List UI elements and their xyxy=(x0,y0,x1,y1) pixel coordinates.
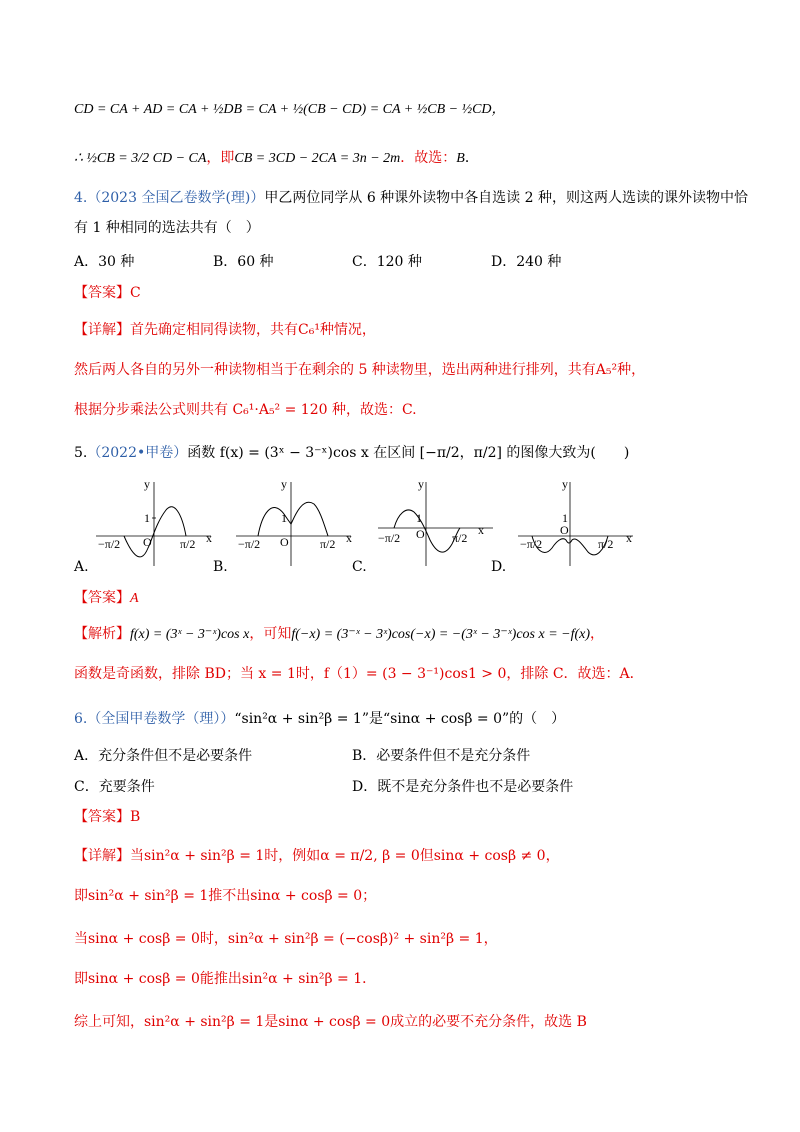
q5-analysis-2: 函数是奇函数，排除 BD；当 x = 1时，f（1）= (3 − 3⁻¹)cos1 > 0，排除 C．故选：A． xyxy=(74,666,644,682)
q3-conclusion-end: ． xyxy=(464,150,479,166)
tick-1-label: 1 xyxy=(281,511,287,525)
q5-stem xyxy=(74,443,629,463)
q6-detail-3: 当sinα + cosβ = 0时，sin²α + sin²β = (−cosβ)² + sin²β = 1， xyxy=(74,931,498,947)
q4-number: 4. xyxy=(74,190,88,206)
q4-source: （2023 全国乙卷数学(理)） xyxy=(87,190,265,206)
q4-answer-tag: 【答案】 xyxy=(74,285,130,301)
q4-stem-line2: 有 1 种相同的选法共有（ ） xyxy=(74,220,260,236)
q5-graph-d-svg xyxy=(518,478,638,568)
q3-conclusion-ji: ，即 xyxy=(206,150,235,166)
q4-stem-text1: 甲乙两位同学从 6 种课外读物中各自选读 2 种，则这两人选读的课外读物中恰 xyxy=(264,190,748,206)
q4-option-c: C．120 种 xyxy=(352,254,422,270)
origin-label: O xyxy=(143,535,152,549)
q6-option-a: A．充分条件但不是必要条件 xyxy=(74,748,253,764)
axis-y-label: y xyxy=(562,477,568,491)
tick-pos-label: π/2 xyxy=(598,537,614,551)
q4-answer-value: C xyxy=(130,285,141,301)
q6-stem-text: “sin²α + sin²β = 1”是“sinα + cosβ = 0”的（ ） xyxy=(234,711,566,727)
q5-option-d-label: D. xyxy=(491,559,507,575)
q4-stem-line1 xyxy=(74,188,748,208)
tick-neg-label: −π/2 xyxy=(378,531,401,545)
tick-1-label: 1 xyxy=(416,511,422,525)
q5-number: 5. xyxy=(74,445,88,461)
q5-option-c-label: C. xyxy=(352,559,367,575)
q5-option-a-label: A. xyxy=(74,559,89,575)
q5-analysis-eq1: f(x) = (3ˣ − 3⁻ˣ)cos x xyxy=(130,627,250,642)
q6-answer xyxy=(74,807,140,827)
q4-detail-text1: 首先确定相同得读物，共有C₆¹种情况， xyxy=(130,322,376,338)
q4-detail-2: 然后两人各自的另外一种读物相当于在剩余的 5 种读物里，选出两种进行排列，共有A₅²种， xyxy=(74,362,646,378)
tick-1-label: 1 xyxy=(562,511,568,525)
q5-analysis-eq2: f(−x) = (3⁻ˣ − 3ˣ)cos(−x) = −(3ˣ − 3⁻ˣ)cos x = −f(x) xyxy=(291,627,591,642)
tick-neg-label: −π/2 xyxy=(98,537,121,551)
q5-graph-c-svg xyxy=(378,478,498,568)
q5-answer-tag: 【答案】 xyxy=(74,590,130,606)
q5-analysis-tag: 【解析】 xyxy=(74,626,130,642)
axis-x-label: x xyxy=(478,523,484,537)
origin-label: O xyxy=(560,523,569,537)
axis-y-label: y xyxy=(281,477,287,491)
axis-x-label: x xyxy=(626,531,632,545)
q4-answer xyxy=(74,283,141,303)
q6-detail-text1: 当sin²α + sin²β = 1时，例如α = π/2, β = 0但sinα + cosβ ≠ 0， xyxy=(130,848,560,864)
axis-x-label: x xyxy=(206,531,212,545)
q6-answer-value: B xyxy=(130,809,141,825)
q5-analysis-kezhi: ，可知 xyxy=(249,626,292,642)
axis-y-label: y xyxy=(144,477,150,491)
q6-detail-2: 即sin²α + sin²β = 1推不出sinα + cosβ = 0； xyxy=(74,888,377,904)
q5-graph-b xyxy=(236,478,356,572)
q5-graph-a-svg xyxy=(96,478,216,568)
q4-option-a: A．30 种 xyxy=(74,254,135,270)
q5-graph-b-svg xyxy=(236,478,356,568)
axis-y-label: y xyxy=(418,477,424,491)
q3-vector-equation: CD = CA + AD = CA + ½DB = CA + ½(CB − CD) = CA + ½CB − ½CD， xyxy=(74,102,506,117)
q5-source: （2022•甲卷） xyxy=(87,445,188,461)
tick-pos-label: π/2 xyxy=(320,537,336,551)
origin-label: O xyxy=(280,535,289,549)
tick-pos-label: π/2 xyxy=(452,531,468,545)
q5-stem-text: 函数 f(x) = (3ˣ − 3⁻ˣ)cos x 在区间 [−π/2，π/2] 的图像大致为( ) xyxy=(187,445,630,461)
q5-analysis-1 xyxy=(74,624,604,645)
q6-source: （全国甲卷数学（理）） xyxy=(87,711,235,727)
q3-conclusion-answer: B xyxy=(456,151,465,166)
curve xyxy=(394,510,460,552)
q3-conclusion xyxy=(74,148,479,169)
tick-neg-label: −π/2 xyxy=(238,537,261,551)
q4-detail-tag: 【详解】 xyxy=(74,322,130,338)
curve xyxy=(258,502,328,536)
tick-neg-label: −π/2 xyxy=(520,537,543,551)
q5-option-b-label: B. xyxy=(213,559,228,575)
q5-graph-a xyxy=(96,478,216,572)
q4-detail-3: 根据分步乘法公式则共有 C₆¹·A₅² = 120 种，故选：C. xyxy=(74,402,417,418)
q6-option-b: B．必要条件但不是充分条件 xyxy=(352,748,531,764)
tick-1-label: 1 xyxy=(144,511,150,525)
q6-detail-5: 综上可知，sin²α + sin²β = 1是sinα + cosβ = 0成立的必要不充分条件，故选 B xyxy=(74,1014,587,1030)
q5-answer xyxy=(74,588,139,609)
q5-graph-d xyxy=(518,478,638,572)
q5-graph-c xyxy=(378,478,498,572)
q4-option-d: D．240 种 xyxy=(491,254,562,270)
q3-conclusion-select: ．故选： xyxy=(400,150,457,166)
q6-detail-tag: 【详解】 xyxy=(74,848,130,864)
q5-analysis-comma: ， xyxy=(590,626,605,642)
q6-detail-4: 即sinα + cosβ = 0能推出sin²α + sin²β = 1． xyxy=(74,971,377,987)
q3-conclusion-eq: ∴ ½CB = 3/2 CD − CA xyxy=(74,151,207,166)
tick-pos-label: π/2 xyxy=(180,537,196,551)
q3-conclusion-eq2: CB = 3CD − 2CA = 3n − 2m xyxy=(234,151,401,166)
curve xyxy=(124,507,186,557)
axis-x-label: x xyxy=(346,531,352,545)
origin-label: O xyxy=(416,527,425,541)
q6-stem xyxy=(74,709,565,729)
q5-answer-value: A xyxy=(130,591,139,606)
q4-option-b: B．60 种 xyxy=(213,254,274,270)
q6-number: 6. xyxy=(74,711,88,727)
q4-detail-1 xyxy=(74,320,376,340)
q6-answer-tag: 【答案】 xyxy=(74,809,130,825)
q6-detail-1 xyxy=(74,846,560,866)
q6-option-d: D．既不是充分条件也不是必要条件 xyxy=(352,779,574,795)
q6-option-c: C．充要条件 xyxy=(74,779,155,795)
